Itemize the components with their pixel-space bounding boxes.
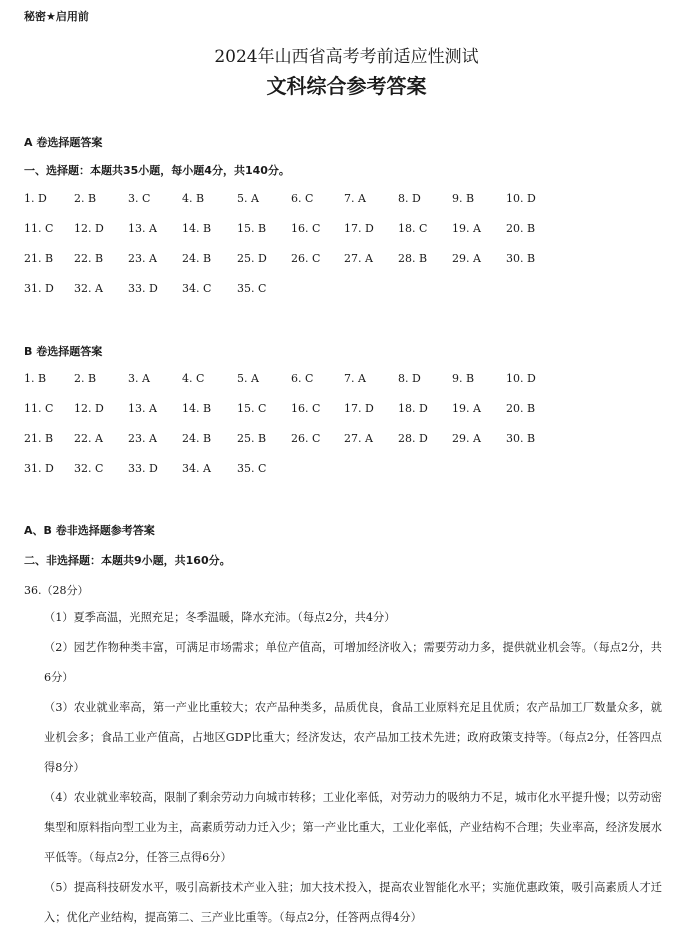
answer-cell: 34. C: [182, 282, 212, 295]
answer-cell: 17. D: [344, 222, 374, 235]
answer-cell: 27. A: [344, 432, 373, 445]
answer-cell: 18. C: [398, 222, 428, 235]
answer-cell: 32. A: [74, 282, 103, 295]
section-a-heading: A 卷选择题答案: [24, 136, 103, 149]
answer-cell: 16. C: [291, 222, 321, 235]
answer-cell: 31. D: [24, 462, 54, 475]
answer-cell: 22. A: [74, 432, 103, 445]
section-b-heading: B 卷选择题答案: [24, 345, 103, 358]
answer-cell: 3. A: [128, 372, 150, 385]
answer-cell: 6. C: [291, 192, 314, 205]
answer-cell: 28. B: [398, 252, 428, 265]
answer-cell: 15. B: [237, 222, 267, 235]
answer-row: [24, 282, 644, 298]
answer-cell: 8. D: [398, 192, 421, 205]
answer-cell: 34. A: [182, 462, 211, 475]
answer-cell: 4. B: [182, 192, 205, 205]
q36-part-4: （4）农业就业率较高，限制了剩余劳动力向城市转移；工业化率低，对劳动力的吸纳力不足，城市化水平提升慢；以劳动密集型和原料指向型工业为主，高素质劳动力迁入少；第一产业比重大，工业化率低，产业结构不合理；失业率高，经济发展水平低等。（每点2分，任答三点得6分）: [44, 791, 662, 864]
answer-cell: 1. B: [24, 372, 47, 385]
answer-cell: 33. D: [128, 282, 158, 295]
answer-cell: 29. A: [452, 432, 481, 445]
answer-row: [24, 462, 644, 478]
answer-cell: 13. A: [128, 402, 157, 415]
q36-part-5: （5）提高科技研发水平，吸引高新技术产业入驻；加大技术投入，提高农业智能化水平；实施优惠政策，吸引高素质人才迁入；优化产业结构，提高第二、三产业比重等。（每点2分，任答两点得4分）: [44, 881, 662, 924]
section-a-instruction: 一、选择题：本题共35小题，每小题4分，共140分。: [24, 164, 290, 177]
q36-part-3: （3）农业就业率高，第一产业比重较大；农产品种类多，品质优良，食品工业原料充足且优质；农产品加工厂数量众多，就业机会多；食品工业产值高，占地区GDP比重大；经济发达，农产品加工技术先进；政府政策支持等。（每点2分，任答四点得8分）: [44, 701, 662, 774]
answer-cell: 22. B: [74, 252, 104, 265]
answer-cell: 35. C: [237, 282, 267, 295]
answer-cell: 27. A: [344, 252, 373, 265]
answer-row: [24, 192, 644, 208]
exam-title: 2024年山西省高考考前适应性测试: [214, 47, 479, 67]
answer-cell: 2. B: [74, 192, 97, 205]
answer-cell: 14. B: [182, 222, 212, 235]
secret-mark: 秘密★启用前: [24, 10, 89, 23]
answer-cell: 26. C: [291, 432, 321, 445]
answer-cell: 24. B: [182, 252, 212, 265]
answer-cell: 32. C: [74, 462, 104, 475]
question-36-header: 36.（28分）: [24, 584, 89, 597]
answer-row: [24, 432, 644, 448]
answer-cell: 20. B: [506, 402, 536, 415]
answer-cell: 19. A: [452, 222, 481, 235]
answer-cell: 3. C: [128, 192, 151, 205]
answer-cell: 14. B: [182, 402, 212, 415]
answer-cell: 35. C: [237, 462, 267, 475]
answer-cell: 13. A: [128, 222, 157, 235]
answer-cell: 24. B: [182, 432, 212, 445]
answer-cell: 33. D: [128, 462, 158, 475]
answer-cell: 9. B: [452, 372, 475, 385]
answer-cell: 11. C: [24, 402, 54, 415]
answer-cell: 15. C: [237, 402, 267, 415]
answer-row: [24, 222, 644, 238]
answer-cell: 4. C: [182, 372, 205, 385]
answer-cell: 30. B: [506, 432, 536, 445]
answer-cell: 31. D: [24, 282, 54, 295]
answer-cell: 30. B: [506, 252, 536, 265]
answer-cell: 19. A: [452, 402, 481, 415]
answer-cell: 7. A: [344, 192, 366, 205]
answer-cell: 29. A: [452, 252, 481, 265]
answer-cell: 25. D: [237, 252, 267, 265]
answer-cell: 1. D: [24, 192, 47, 205]
answer-cell: 21. B: [24, 432, 54, 445]
answer-cell: 28. D: [398, 432, 428, 445]
answer-cell: 5. A: [237, 192, 259, 205]
answer-cell: 5. A: [237, 372, 259, 385]
answer-cell: 9. B: [452, 192, 475, 205]
answer-cell: 26. C: [291, 252, 321, 265]
answer-cell: 8. D: [398, 372, 421, 385]
q36-part-1: （1）夏季高温，光照充足；冬季温暖，降水充沛。（每点2分，共4分）: [44, 611, 396, 624]
answer-cell: 23. A: [128, 252, 157, 265]
answer-cell: 23. A: [128, 432, 157, 445]
answer-cell: 6. C: [291, 372, 314, 385]
exam-subtitle: 文科综合参考答案: [266, 74, 427, 98]
answer-cell: 21. B: [24, 252, 54, 265]
answer-row: [24, 252, 644, 268]
answer-cell: 10. D: [506, 192, 536, 205]
answer-cell: 12. D: [74, 402, 104, 415]
answer-cell: 17. D: [344, 402, 374, 415]
answer-cell: 11. C: [24, 222, 54, 235]
answer-row: [24, 372, 644, 388]
answer-cell: 20. B: [506, 222, 536, 235]
answer-cell: 18. D: [398, 402, 428, 415]
nonchoice-heading: A、B 卷非选择题参考答案: [24, 524, 155, 537]
answer-cell: 10. D: [506, 372, 536, 385]
q36-part-2: （2）园艺作物种类丰富，可满足市场需求；单位产值高，可增加经济收入；需要劳动力多，提供就业机会等。（每点2分，共6分）: [44, 641, 662, 684]
answer-cell: 12. D: [74, 222, 104, 235]
nonchoice-instruction: 二、非选择题：本题共9小题，共160分。: [24, 554, 231, 567]
answer-cell: 16. C: [291, 402, 321, 415]
answer-cell: 25. B: [237, 432, 267, 445]
answer-row: [24, 402, 644, 418]
answer-cell: 7. A: [344, 372, 366, 385]
answer-cell: 2. B: [74, 372, 97, 385]
